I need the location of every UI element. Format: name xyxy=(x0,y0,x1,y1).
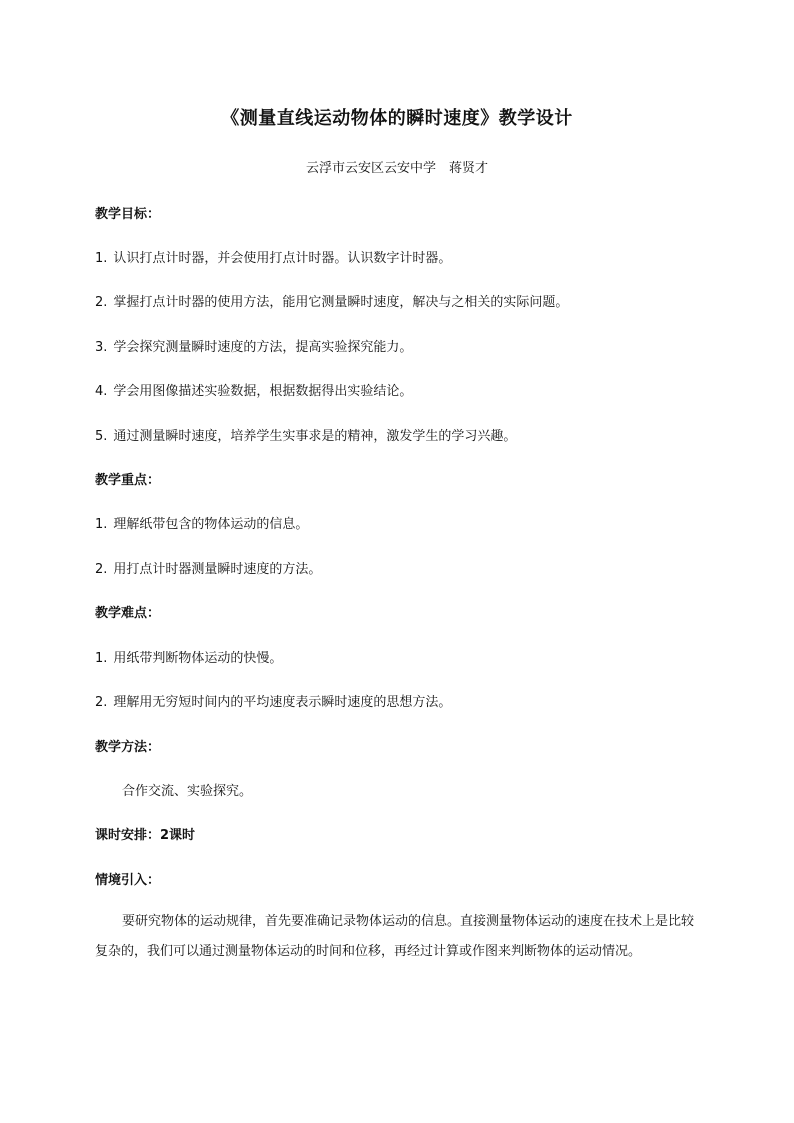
intro-heading: 情境引入： xyxy=(95,873,161,888)
schedule-value: 2课时 xyxy=(160,828,196,843)
key-points-heading: 教学重点： xyxy=(95,473,161,488)
key-point-item xyxy=(95,558,321,577)
document-title: 《测量直线运动物体的瞬时速度》教学设计 xyxy=(221,108,573,129)
item-number: 1. xyxy=(95,651,108,666)
item-text: 掌握打点计时器的使用方法，能用它测量瞬时速度，解决与之相关的实际问题。 xyxy=(113,295,569,310)
objective-item xyxy=(95,247,451,266)
schedule-label: 课时安排： xyxy=(95,828,161,843)
objective-item xyxy=(95,380,412,399)
item-text: 认识打点计时器，并会使用打点计时器。认识数字计时器。 xyxy=(113,251,452,266)
item-number: 2. xyxy=(95,562,108,577)
item-text: 用打点计时器测量瞬时速度的方法。 xyxy=(113,562,322,577)
item-text: 理解用无穷短时间内的平均速度表示瞬时速度的思想方法。 xyxy=(113,695,452,710)
schedule-line xyxy=(95,824,195,843)
difficulty-item xyxy=(95,691,451,710)
item-text: 通过测量瞬时速度，培养学生实事求是的精神，激发学生的学习兴趣。 xyxy=(113,429,517,444)
item-number: 3. xyxy=(95,340,108,355)
objective-item xyxy=(95,336,412,355)
item-number: 5. xyxy=(95,429,108,444)
methods-text: 合作交流、实验探究。 xyxy=(122,784,253,799)
objective-item xyxy=(95,425,516,444)
difficulty-item xyxy=(95,647,282,666)
item-text: 用纸带判断物体运动的快慢。 xyxy=(113,651,283,666)
author-line: 云浮市云安区云安中学 蒋贤才 xyxy=(305,161,488,176)
intro-paragraph: 要研究物体的运动规律，首先要准确记录物体运动的信息。直接测量物体运动的速度在技术上是比较复杂的，我们可以通过测量物体运动的时间和位移，再经过计算或作图来判断物体的运动情况。 xyxy=(95,914,695,959)
item-text: 学会探究测量瞬时速度的方法，提高实验探究能力。 xyxy=(113,340,413,355)
item-number: 2. xyxy=(95,295,108,310)
item-number: 1. xyxy=(95,517,108,532)
methods-heading: 教学方法： xyxy=(95,740,161,755)
item-text: 学会用图像描述实验数据，根据数据得出实验结论。 xyxy=(113,384,413,399)
objectives-heading: 教学目标： xyxy=(95,207,161,222)
difficulties-heading: 教学难点： xyxy=(95,606,161,621)
item-number: 1. xyxy=(95,251,108,266)
item-number: 2. xyxy=(95,695,108,710)
item-number: 4. xyxy=(95,384,108,399)
key-point-item xyxy=(95,513,308,532)
objective-item xyxy=(95,291,568,310)
item-text: 理解纸带包含的物体运动的信息。 xyxy=(113,517,309,532)
